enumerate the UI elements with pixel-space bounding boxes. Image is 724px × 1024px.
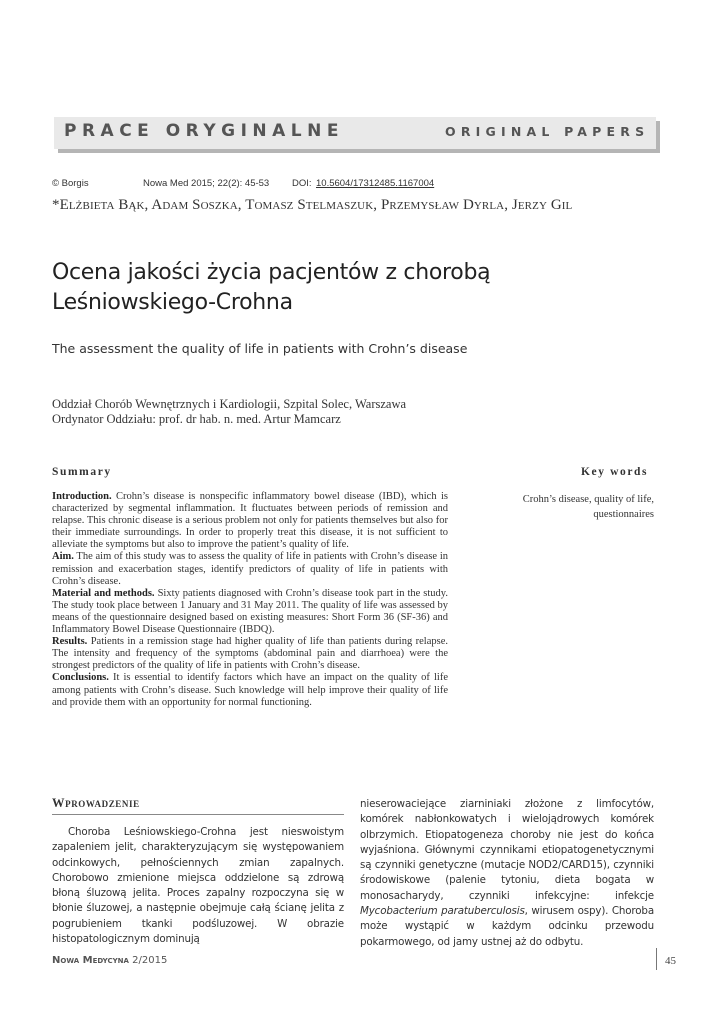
title-line-1: Ocena jakości życia pacjentów z chorobą xyxy=(52,260,491,285)
doi-label: DOI: xyxy=(292,178,312,189)
doi-link[interactable]: 10.5604/17312485.1167004 xyxy=(316,178,435,189)
article-subtitle: The assessment the quality of life in patients with Crohn’s disease xyxy=(52,341,468,356)
body-column-right: nieserowaciejące ziarniniaki złożone z limfocytów, komórek nabłonkowatych i wielojądrowych komórek olbrzymich. Etiopatogeneza choroby nie jest do końca wyjaśniona. Głównymi czynnikami etiopatogenetycznymi są czynniki genetyczne (mutacje NOD2/CARD15), czynniki środowiskowe (palenie tytoniu, dieta bogata w monosacharydy, czynniki infekcyjne: infekcje Mycobacterium paratuberculosis, wirusem ospy). Choroba może wystąpić w każdym odcinku przewodu pokarmowego, od jamy ustnej aż do odbytu. xyxy=(360,798,654,948)
section-heading-rule xyxy=(52,814,344,815)
affiliation: Oddział Chorób Wewnętrznych i Kardiologii, Szpital Solec, Warszawa xyxy=(52,397,407,411)
body-column-left: Choroba Leśniowskiego-Crohna jest nieswoistym zapaleniem jelit, charakteryzującym się występowaniem odcinkowych, pełnościennych zmian zapalnych. Chorobowo zmienione miejsca oddzielone są zdrową błoną śluzową jelita. Proces zapalny rozpoczyna się w błonie śluzowej, a następnie obejmuje całą ścianę jelita z pogrubieniem tkanki podśluzowej. W obrazie histopatologicznym dominują xyxy=(52,826,344,946)
summary-aim: Aim. The aim of this study was to assess the quality of life in patients with Crohn’s disease in remission and exacerbation stages, identify predictors of quality of life in patients with Crohn’s disease. xyxy=(52,551,448,587)
footer-journal: Nowa Medycyna 2/2015 xyxy=(52,955,168,966)
summary-heading: Summary xyxy=(52,466,112,478)
footer-divider xyxy=(656,948,657,970)
keywords-heading: Key words xyxy=(581,466,649,478)
section-label-polish: PRACE ORYGINALNE xyxy=(64,121,344,141)
summary-results: Results. Patients in a remission stage had higher quality of life than patients during relapse. The intensity and frequency of the symptoms (abdominal pain and diarrhoea) were the strongest predictors of the quality of life in patients with Crohn’s disease. xyxy=(52,636,448,672)
page-number: 45 xyxy=(665,955,676,967)
copyright: © Borgis xyxy=(52,178,89,189)
section-band-shadow-right xyxy=(656,121,660,153)
summary-introduction: Introduction. Crohn’s disease is nonspecific inflammatory bowel disease (IBD), which is characterized by segmental inflammation. It fluctuates between periods of remission and relapse. This chronic disease is a serious problem not only for patients themselves but also for their immediate surroundings. In order to properly treat this disease, it is not sufficient to alleviate the symptoms but also to improve the patient’s quality of life. xyxy=(52,491,448,551)
keywords-text: Crohn’s disease, quality of life, questionnaires xyxy=(522,494,654,520)
title-line-2: Leśniowskiego-Crohna xyxy=(52,290,293,315)
citation: Nowa Med 2015; 22(2): 45-53 xyxy=(143,178,270,189)
section-label-english: ORIGINAL PAPERS xyxy=(445,124,650,139)
authors: *Elżbieta Bąk, Adam Soszka, Tomasz Stelmaszuk, Przemysław Dyrla, Jerzy Gil xyxy=(52,197,573,213)
department-head: Ordynator Oddziału: prof. dr hab. n. med. Artur Mamcarz xyxy=(52,412,341,426)
section-heading: Wprowadzenie xyxy=(52,796,140,810)
summary-conclusions: Conclusions. It is essential to identify factors which have an impact on the quality of life among patients with Crohn’s disease. Such knowledge will help improve their quality of life and provide them with an opportunity for normal functioning. xyxy=(52,672,448,708)
article-title xyxy=(52,258,612,318)
summary-methods: Material and methods. Sixty patients diagnosed with Crohn’s disease took part in the study. The study took place between 1 January and 31 May 2011. The quality of life was assessed by means of the questionnaire designed based on existing measures: Short Form 36 (SF-36) and Inflammatory Bowel Disease Questionnaire (IBDQ). xyxy=(52,587,448,636)
summary-body xyxy=(52,491,448,709)
section-band-shadow xyxy=(58,149,660,153)
